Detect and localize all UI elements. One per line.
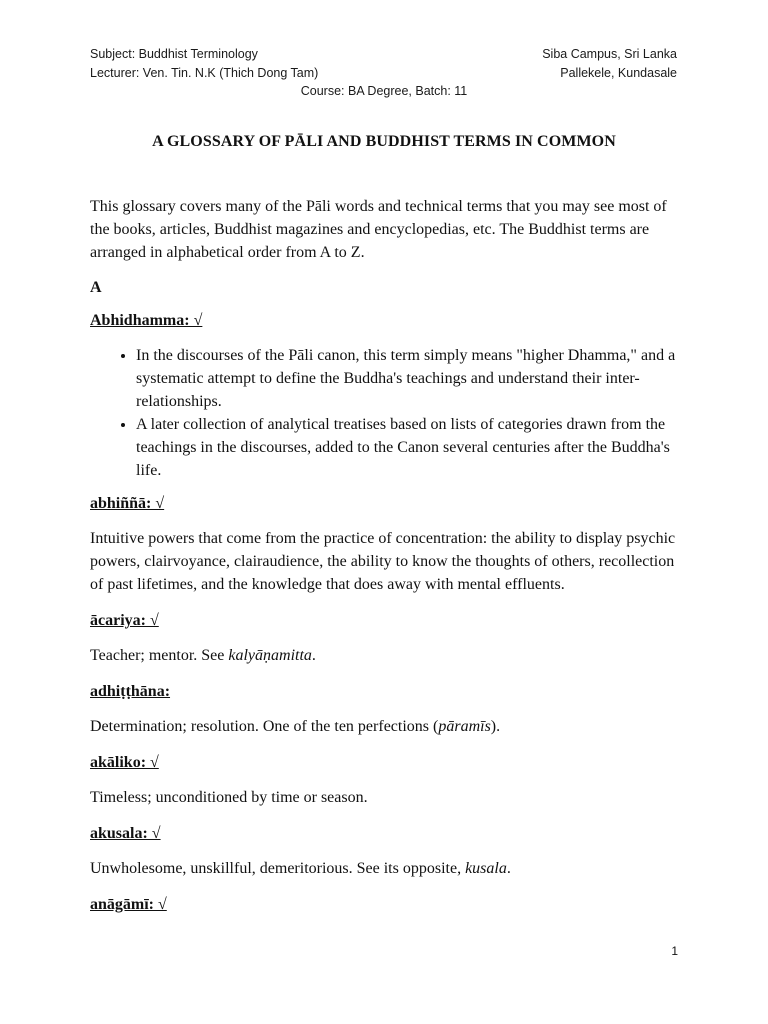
term-akusala: akusala: √ [90,825,161,842]
definition-abhinna: Intuitive powers that come from the practice of concentration: the ability to display psychic powers, clairvoyance, clairaudience, the ability to know the thoughts of others, recollection of past lifetimes, and the knowledge that does away with mental effluents. [90,530,676,593]
intro-paragraph: This glossary covers many of the Pāli words and technical terms that you may see most of the books, articles, Buddhist magazines and encyclopedias, etc. The Buddhist terms are arranged in alphabetical order from A to Z. [90,198,667,261]
term-acariya: ācariya: √ [90,612,159,629]
cross-reference: pāramīs [438,718,491,735]
header-location: Pallekele, Kundasale [560,66,677,80]
term-anagami: anāgāmī: √ [90,896,167,913]
term-abhidhamma: Abhidhamma: √ [90,312,203,329]
list-item: • In the discourses of the Pāli canon, this term simply means "higher Dhamma," and a systematic attempt to define the Buddha's teachings and understand their inter-relationships. [136,344,690,413]
list-item: • A later collection of analytical treatises based on lists of categories drawn from the teachings in the discourses, added to the Canon several centuries after the Buddha's life. [136,413,690,482]
definition-text: Teacher; mentor. See [90,647,229,664]
cross-reference: kusala [465,860,507,877]
definition-text: Determination; resolution. One of the ten perfections ( [90,718,439,735]
definition-text: Unwholesome, unskillful, demeritorious. See its opposite, [90,860,466,877]
definition-punct: . [311,647,316,664]
document-title: A GLOSSARY OF PĀLI AND BUDDHIST TERMS IN COMMON [152,133,616,150]
definition-punct: . [506,860,511,877]
term-adhitthana: adhiṭṭhāna: [90,683,171,700]
section-letter: A [90,279,102,296]
page-number: 1 [671,944,678,958]
header-subject: Subject: Buddhist Terminology [90,47,258,61]
definition-akusala [90,857,690,880]
definition-punct: ). [490,718,501,735]
definition-akaliko: Timeless; unconditioned by time or season. [90,789,368,806]
glossary-body [90,195,690,928]
header-campus: Siba Campus, Sri Lanka [542,47,677,61]
definition-acariya [90,644,690,667]
cross-reference: kalyāṇamitta [228,647,312,664]
term-akaliko: akāliko: √ [90,754,159,771]
definition-adhitthana [90,715,690,738]
abhidhamma-definition-list [90,344,690,482]
term-abhinna: abhiññā: √ [90,495,165,512]
header-course: Course: BA Degree, Batch: 11 [300,84,468,98]
header-lecturer: Lecturer: Ven. Tin. N.K (Thich Dong Tam) [90,66,319,80]
